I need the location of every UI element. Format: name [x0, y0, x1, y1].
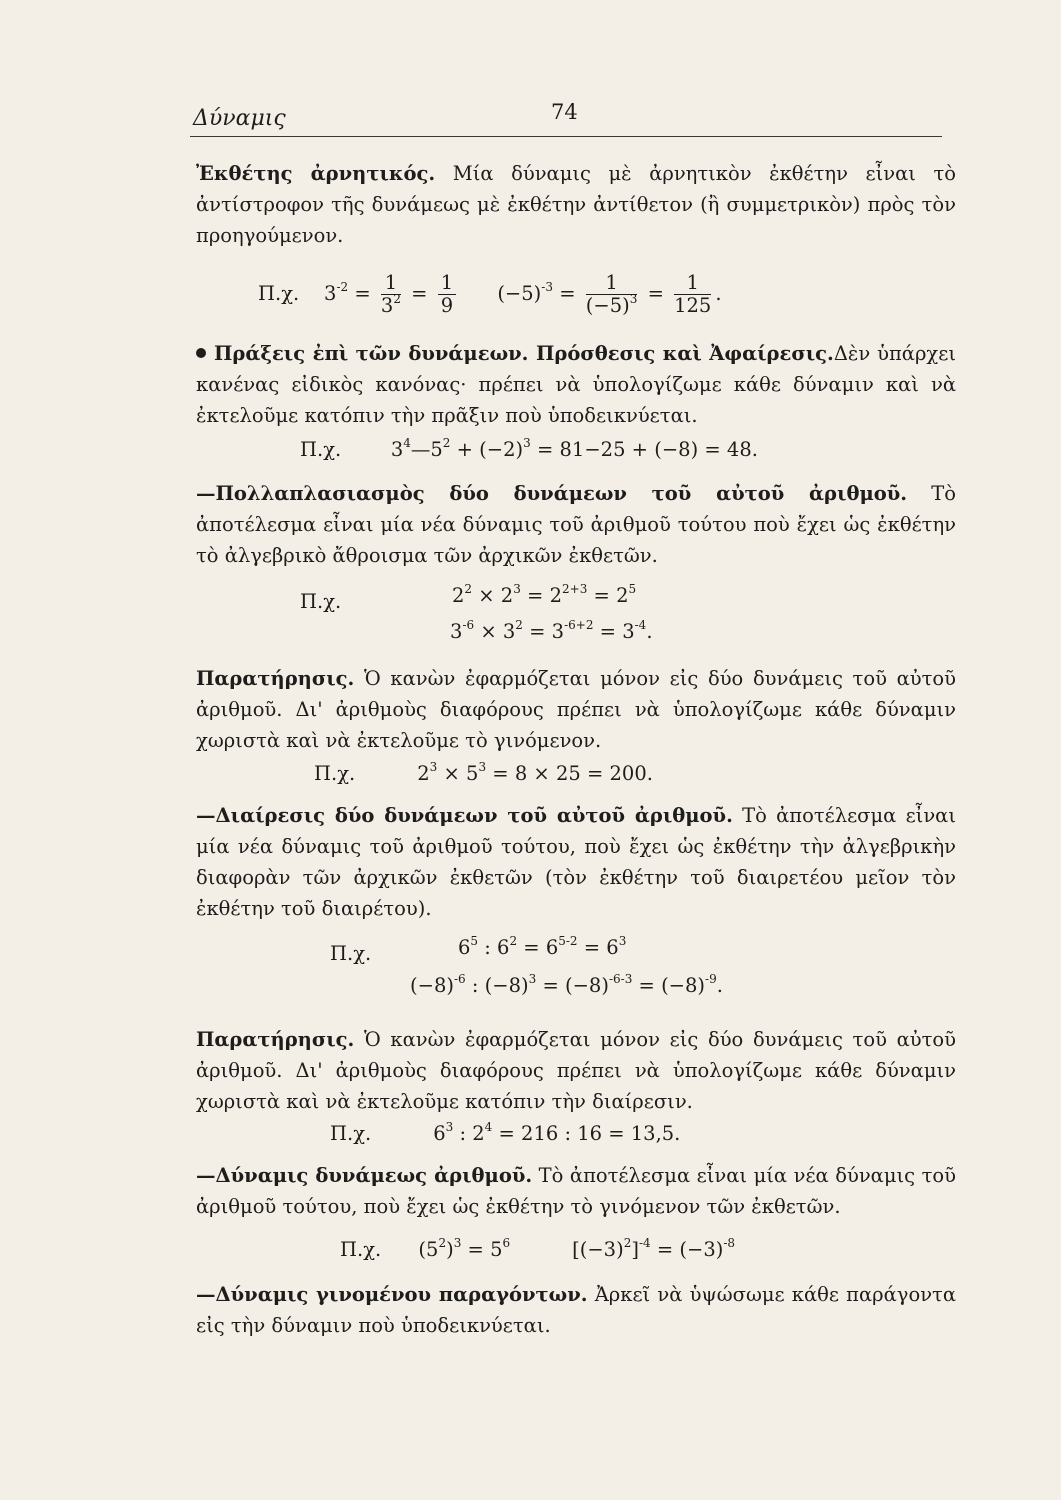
example-addition-subtraction	[300, 438, 758, 461]
paragraph-negative-exponent	[196, 158, 956, 251]
exponent: 5-2	[558, 934, 578, 948]
base: = 5	[461, 1238, 503, 1261]
exponent: 4	[484, 1120, 493, 1134]
example-multiplication-line1	[452, 584, 636, 607]
base: = 2	[520, 584, 563, 607]
exponent: 4	[403, 436, 411, 450]
text-division: Τὸ ἀποτέλεσμα εἶναι μία νέα δύναμις τοῦ ἀριθμοῦ τούτου, ποὺ ἔχει ὡς ἐκθέτην τὴν ἀλγεβρικὴν διαφορὰν τῶν ἀρχικῶν ἐκθετῶν (τὸν ἐκθέτην τοῦ διαιρετέου μεῖον τὸν ἐκθέτην τοῦ διαιρέτου).	[196, 804, 956, 920]
exponent: -2	[336, 280, 349, 294]
base: × 2	[472, 584, 514, 607]
expression-rest: = 216 : 16 = 13,5.	[492, 1122, 681, 1145]
exponent: -9	[705, 972, 717, 986]
text-addition-subtraction: Δὲν ὑπάρχει κανένας εἰδικὸς κανόνας· πρέπει νὰ ὑπολογίζωμε κάθε δύναμιν καὶ νὰ ἐκτελοῦμε κατόπιν τὴν πρᾶξιν ποὺ ὑποδεικνύεται.	[196, 342, 956, 427]
exponent: -4	[638, 1236, 651, 1250]
base: = (−8)	[632, 974, 706, 997]
numerator: 1	[381, 272, 401, 295]
exponent: -6	[453, 972, 466, 986]
exponent: 3	[513, 582, 521, 596]
exponent: -8	[723, 1236, 736, 1250]
heading-multiplication: —Πολλαπλασιασμὸς δύο δυνάμεων τοῦ αὐτοῦ ἀριθμοῦ.	[196, 482, 908, 505]
exponent: -6	[462, 618, 475, 632]
example-power-of-power	[340, 1238, 735, 1261]
example-division-line2	[410, 974, 723, 997]
text-power-of-product: Ἀρκεῖ νὰ ὑψώσωμε κάθε παράγοντα εἰς τὴν δύναμιν ποὺ ὑποδεικνύεται.	[196, 1283, 956, 1337]
exponent: 3	[528, 972, 537, 986]
exponent: -3	[541, 280, 553, 294]
example-label: Π.χ.	[314, 762, 356, 785]
base: = (−8)	[536, 974, 609, 997]
paragraph-division	[196, 800, 956, 924]
example-division-label: Π.χ.	[330, 942, 372, 965]
period: .	[646, 620, 653, 643]
exponent: -6+2	[564, 618, 594, 632]
exponent: 2	[515, 618, 523, 632]
example-observation-1	[314, 762, 653, 785]
exponent: 3	[523, 436, 531, 450]
base: (−5)	[497, 282, 542, 305]
exponent: 2	[442, 436, 451, 450]
paragraph-multiplication	[196, 478, 956, 571]
base: × 5	[437, 762, 479, 785]
fraction	[438, 272, 456, 317]
denominator	[380, 292, 401, 317]
base: 2	[452, 584, 465, 607]
paragraph-observation-2	[196, 1024, 956, 1117]
exponent: 2+3	[562, 582, 588, 596]
exponent: 5	[470, 934, 479, 948]
base: = (−3)	[650, 1238, 724, 1261]
exponent: -4	[634, 618, 647, 632]
exponent: 5	[628, 582, 637, 596]
example-observation-2	[330, 1122, 680, 1145]
base: (5	[418, 1238, 439, 1261]
heading-negative-exponent: Ἐκθέτης ἀρνητικός.	[196, 162, 436, 185]
header-rule	[190, 136, 942, 137]
base: = 2	[587, 584, 629, 607]
base: 6	[433, 1122, 446, 1145]
example-label: Π.χ.	[300, 438, 342, 461]
exponent: 3	[629, 292, 638, 306]
base: [(−3)	[572, 1238, 624, 1261]
base: 2	[417, 762, 430, 785]
fraction	[586, 272, 638, 317]
fraction	[674, 272, 711, 317]
period: .	[715, 282, 722, 305]
text-multiplication: Τὸ ἀποτέλεσμα εἶναι μία νέα δύναμις τοῦ ἀριθμοῦ τούτου ποὺ ἔχει ὡς ἐκθέτην τὸ ἀλγεβρικὸ ἄθροισμα τῶν ἀρχικῶν ἐκθετῶν.	[196, 482, 956, 567]
base: ]	[631, 1238, 639, 1261]
base: 3	[390, 438, 404, 461]
base: 3	[450, 620, 463, 643]
equals-sign: =	[647, 282, 664, 305]
numerator: 1	[438, 272, 456, 295]
example-multiplication-line2	[450, 620, 653, 643]
heading-observation-2: Παρατήρησις.	[196, 1028, 355, 1051]
base: = 3	[522, 620, 565, 643]
example-negative-exponent	[258, 272, 722, 317]
running-header-title: Δύναμις	[193, 106, 286, 131]
numerator: 1	[586, 272, 638, 295]
heading-observation-1: Παρατήρησις.	[196, 667, 355, 690]
page-number: 74	[551, 100, 578, 124]
base: 3	[324, 282, 337, 305]
exponent: 3	[429, 760, 438, 774]
exponent: 3	[618, 934, 627, 948]
heading-addition-subtraction: Πράξεις ἐπὶ τῶν δυνάμεων. Πρόσθεσις καὶ Ἀφαίρεσις.	[214, 342, 834, 365]
example-division-line1	[458, 936, 626, 959]
numerator: 1	[674, 272, 711, 295]
base: × 3	[474, 620, 516, 643]
equals-sign: =	[559, 282, 576, 305]
text-observation-1: Ὁ κανὼν ἐφαρμόζεται μόνον εἰς δύο δυνάμεις τοῦ αὐτοῦ ἀριθμοῦ. Δι' ἀριθμοὺς διαφόρους πρέπει νὰ ὑπολογίζωμε κάθε δύναμιν χωριστὰ καὶ νὰ ἐκτελοῦμε τὸ γινόμενον.	[196, 667, 956, 752]
paragraph-observation-1	[196, 663, 956, 756]
base: = 6	[517, 936, 559, 959]
base: (−8)	[410, 974, 454, 997]
paragraph-addition-subtraction	[196, 338, 956, 431]
exponent: 2	[509, 934, 518, 948]
equals-sign: =	[411, 282, 428, 305]
base: (−5)	[585, 294, 630, 317]
exponent: 2	[623, 1236, 632, 1250]
text-observation-2: Ὁ κανὼν ἐφαρμόζεται μόνον εἰς δύο δυνάμεις τοῦ αὐτοῦ ἀριθμοῦ. Δι' ἀριθμοὺς διαφόρους πρέπει νὰ ὑπολογίζωμε κάθε δύναμιν χωριστὰ καὶ νὰ ἐκτελοῦμε κατόπιν τὴν διαίρεσιν.	[196, 1028, 956, 1113]
example-label: Π.χ.	[258, 282, 300, 305]
exponent: 3	[445, 1120, 454, 1134]
exponent: 2	[438, 1236, 447, 1250]
paragraph-power-of-power	[196, 1160, 956, 1222]
heading-power-of-product: —Δύναμις γινομένου παραγόντων.	[196, 1283, 588, 1306]
expression-rest: = 81−25 + (−8) = 48.	[530, 438, 758, 461]
base: = 6	[577, 936, 619, 959]
base: : (−8)	[465, 974, 529, 997]
base: + (−2)	[450, 438, 524, 461]
exponent: 6	[502, 1236, 511, 1250]
text-negative-exponent: Μία δύναμις μὲ ἀρνητικὸν ἐκθέτην εἶναι τὸ ἀντίστροφον τῆς δυνάμεως μὲ ἐκθέτην ἀντίθετον (ἢ συμμετρικὸν) πρὸς τὸν προηγούμενον.	[196, 162, 956, 247]
period: .	[716, 974, 723, 997]
base: 3	[380, 294, 394, 317]
text-power-of-power: Τὸ ἀποτέλεσμα εἶναι μία νέα δύναμις τοῦ ἀριθμοῦ τούτου, ποὺ ἔχει ὡς ἐκθέτην τὸ γινόμενον τῶν ἐκθετῶν.	[196, 1164, 956, 1218]
denominator: 9	[440, 294, 454, 317]
exponent: -6-3	[608, 972, 633, 986]
expression-rest: = 8 × 25 = 200.	[486, 762, 653, 785]
example-label: Π.χ.	[340, 1238, 382, 1261]
exponent: 2	[393, 292, 401, 306]
heading-division: —Διαίρεσις δύο δυνάμεων τοῦ αὐτοῦ ἀριθμοῦ.	[196, 804, 733, 827]
heading-power-of-power: —Δύναμις δυνάμεως ἀριθμοῦ.	[196, 1164, 533, 1187]
base: = 3	[593, 620, 635, 643]
fraction	[381, 272, 401, 317]
exponent: 3	[453, 1236, 462, 1250]
denominator	[585, 292, 638, 317]
base: 6	[458, 936, 471, 959]
base: : 6	[478, 936, 510, 959]
base: —5	[410, 438, 443, 461]
exponent: 2	[464, 582, 473, 596]
denominator: 125	[674, 294, 712, 317]
example-multiplication-label: Π.χ.	[300, 590, 342, 613]
example-label: Π.χ.	[330, 1122, 372, 1145]
bullet-icon	[196, 348, 206, 358]
exponent: 3	[478, 760, 487, 774]
paragraph-power-of-product	[196, 1279, 956, 1341]
equals-sign: =	[354, 282, 371, 305]
base: : 2	[453, 1122, 485, 1145]
base: )	[446, 1238, 454, 1261]
